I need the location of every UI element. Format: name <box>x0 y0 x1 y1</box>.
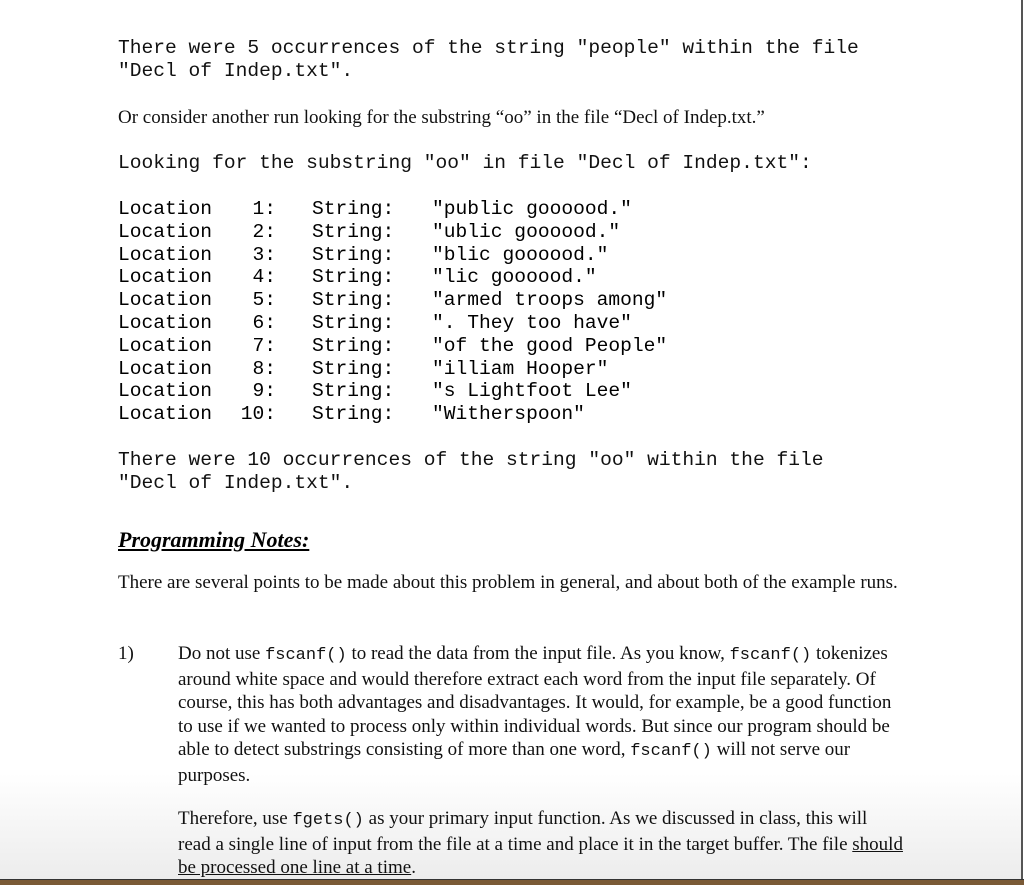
location-n: 3: <box>252 243 276 266</box>
location-s: String: <box>312 312 395 334</box>
location-s: String: <box>312 266 395 289</box>
location-n: 4: <box>252 266 276 289</box>
location-s: String: <box>312 289 395 312</box>
location-label: Location <box>118 334 213 357</box>
location-s: String: <box>312 403 395 426</box>
location-n: 5: <box>252 289 276 312</box>
location-label: Location <box>118 243 213 266</box>
run2-header: Looking for the substring "oo" in file "Decl of Indep.txt": <box>118 152 812 174</box>
location-s: String: <box>312 243 395 266</box>
location-n: 10: <box>240 403 276 426</box>
location-v: "illiam Hooper" <box>432 357 609 380</box>
location-s: String: <box>312 334 395 357</box>
notes-heading: Programming Notes: <box>118 527 310 552</box>
location-s: String: <box>312 198 395 220</box>
run2-summary <box>118 449 824 495</box>
location-label: Location <box>118 289 213 312</box>
location-n: 9: <box>252 380 276 403</box>
summary-line: There were 5 occurrences of the string "people" within the file <box>118 37 859 59</box>
location-label: Location <box>118 357 213 380</box>
location-v: "s Lightfoot Lee" <box>432 380 632 403</box>
item1-paragraph2: Therefore, use fgets() as your primary input function. As we discussed in class, this will read a single line of input from the file at a time and place it in the target buffer. The file should be processed one line at a time. <box>178 808 903 878</box>
location-v: "lic goooood." <box>432 266 597 289</box>
location-s: String: <box>312 357 395 380</box>
location-v: "blic goooood." <box>432 243 609 266</box>
location-s: String: <box>312 380 395 403</box>
location-label: Location <box>118 198 213 220</box>
run1-summary <box>118 37 859 83</box>
location-label: Location <box>118 403 213 426</box>
location-s: String: <box>312 220 395 243</box>
window-bottom-edge <box>0 879 1024 885</box>
location-v: "of the good People" <box>432 334 668 357</box>
location-v: "public goooood." <box>432 198 632 220</box>
location-n: 2: <box>252 220 276 243</box>
location-n: 6: <box>252 312 276 334</box>
location-label: Location <box>118 266 213 289</box>
location-n: 7: <box>252 334 276 357</box>
location-v: "armed troops among" <box>432 289 668 312</box>
item-number: 1) <box>118 643 134 664</box>
notes-intro: There are several points to be made about this problem in general, and about both of the example runs. <box>118 572 898 593</box>
location-v: ". They too have" <box>432 312 632 334</box>
summary-line: "Decl of Indep.txt". <box>118 60 354 82</box>
summary-line: There were 10 occurrences of the string "oo" within the file <box>118 449 824 471</box>
location-label: Location <box>118 380 213 403</box>
intro-run2: Or consider another run looking for the substring “oo” in the file “Decl of Indep.txt.” <box>118 107 765 128</box>
location-v: "ublic goooood." <box>432 220 621 243</box>
summary-line: "Decl of Indep.txt". <box>118 472 354 494</box>
item1-paragraph1: Do not use fscanf() to read the data from the input file. As you know, fscanf() tokenizes around white space and would therefore extract each word from the input file separately. Of course, this has both advantages and disadvantages. It would, for example, be a good function to use if we wanted to process only within individual words. But since our program should be able to detect substrings consisting of more than one word, fscanf() will not serve our purposes. <box>178 643 892 786</box>
location-label: Location <box>118 220 213 243</box>
location-label: Location <box>118 312 213 334</box>
location-v: "Witherspoon" <box>432 403 585 426</box>
location-n: 1: <box>252 198 276 220</box>
location-n: 8: <box>252 357 276 380</box>
